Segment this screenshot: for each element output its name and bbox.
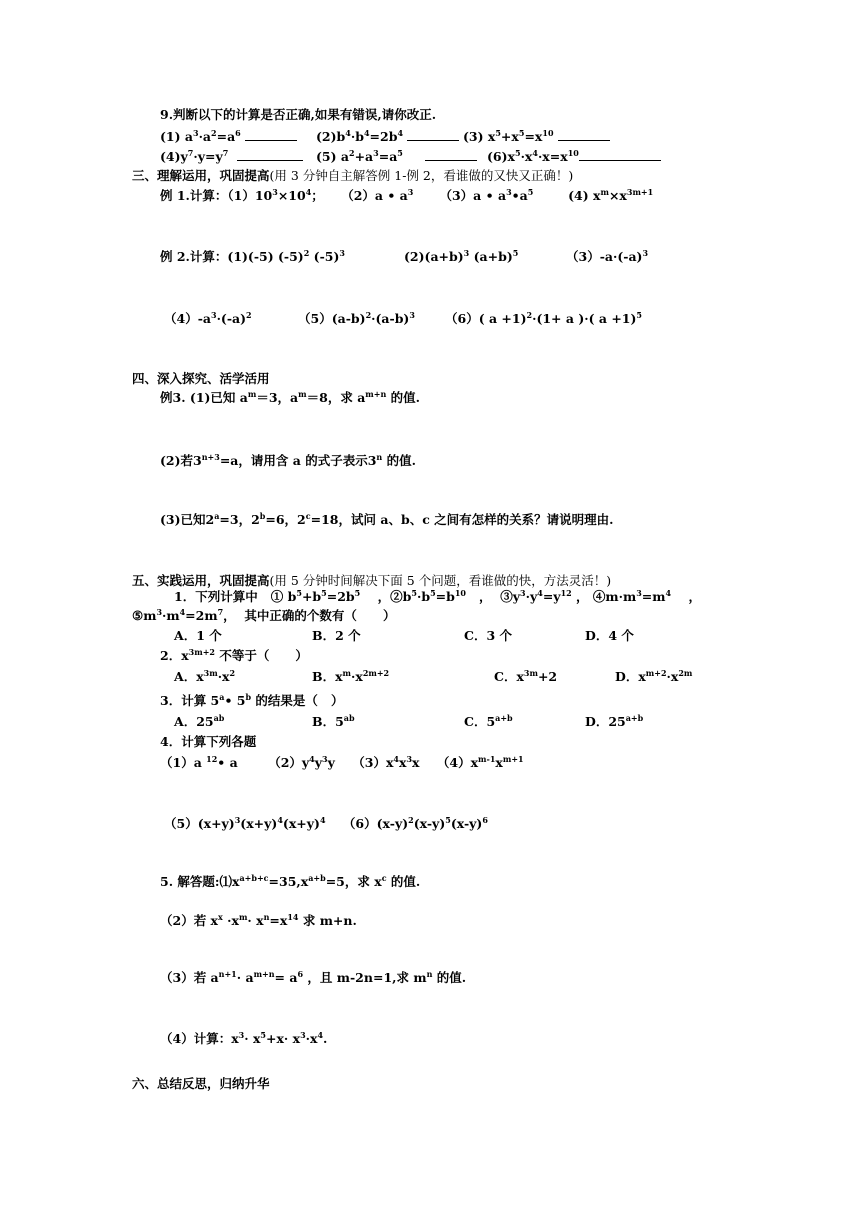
example-1: 例 1.计算：$(1)10^3\times 10^4$； （2）a • $a^3$ （3）a • $a^3•a^5$ (4) $x^m\times x^{3m+1}$ (160, 187, 654, 203)
answer-blank[interactable] (245, 128, 297, 141)
example-3-part-1: 例3. (1)已知 $a^m=3$，$a^m=8$，求 $a^{m+n}$ 的值. (160, 389, 420, 405)
example-2-item-4: $(4)-a^3\cdot(-a)^2$ (164, 310, 252, 326)
section-3-heading: 三、理解运用，巩固提高(用 3 分钟自主解答例 1-例 2，看谁做的又快又正确！) (132, 168, 574, 183)
example-2-item-5: $(5)(a-b)^2\cdot(a-b)^3$ (298, 310, 415, 326)
q5-1-option-d[interactable]: D．4 个 (585, 628, 634, 643)
section-4-heading: 四、深入探究、活学活用 (132, 371, 270, 386)
q5-4-row-2: $(5)(x+y)^3(x+y)^4(x+y)^4$ $(6)(x-y)^2(x-y)^5(x-y)^6$ (164, 815, 488, 831)
section-5-heading: 五、实践运用，巩固提高(用 5 分钟时间解决下面 5 个问题，看谁做的快，方法灵活！) (132, 573, 612, 588)
answer-blank[interactable] (558, 128, 610, 141)
q5-1-line-a: 1．下列计算中 ① $b^5+b^5=2b^5$ ，$②b^5\cdot b^5=b^{10}$ ， $③y^3\cdot y^4=y^{12}$ ， $④m\cdot m^3=m^4$ ， (174, 588, 701, 604)
q5-5-part-4: （4）计算：$x^3\cdot x^5+x\cdot x^3\cdot x^4$. (160, 1030, 328, 1046)
q5-3: 3．计算 5$^a$• 5$^b$ 的结果是（ ） (160, 692, 344, 708)
q5-1-option-a[interactable]: A．1 个 (174, 628, 222, 643)
q5-3-option-c[interactable]: C．$5^{a+b}$ (464, 713, 513, 729)
example-2-item-2: $(2)(a+b)^3$ $(a+b)^5$ (404, 248, 519, 264)
answer-blank[interactable] (237, 148, 303, 161)
q5-2-option-c[interactable]: C．$x^{3m}+2$ (494, 668, 558, 684)
answer-blank[interactable] (579, 148, 661, 161)
q9-item-3: (3) $x^5+x^5=x^{10}$ (463, 128, 610, 145)
q9-item-1: (1) $a^3\cdot a^2=a^6$ (160, 128, 297, 145)
example-2-item-3: $(3)-a\cdot(-a)^3$ (566, 248, 649, 264)
q9-item-6: $(6)x^5\cdot x^4\cdot x=x^{10}$ (487, 148, 661, 165)
section-6-heading: 六、总结反思，归纳升华 (132, 1076, 270, 1091)
q5-4-row-1: （1）a $^{12}$• a $(2)y^4y^3y$ $(3)x^4x^3x$ $(4)x^{m-1}x^{m+1}$ (160, 754, 524, 770)
q5-1-line-b: $⑤m^3\cdot m^4=2m^7$， 其中正确的个数有（ ） (132, 607, 396, 623)
q5-3-option-b[interactable]: B．$5^{ab}$ (312, 713, 355, 729)
answer-blank[interactable] (407, 128, 459, 141)
q9-item-4: $(4)y^7\cdot y=y^7$ (160, 148, 303, 165)
q5-4-title: 4．计算下列各题 (160, 734, 257, 749)
example-2-item-6: （6）( a +1)$^2$·(1+ a )·( a +1)$^5$ (445, 310, 642, 326)
q9-title: 9.判断以下的计算是否正确,如果有错误,请你改正. (160, 107, 437, 122)
q5-3-option-d[interactable]: D．$25^{a+b}$ (585, 713, 644, 729)
example-2-item-1: 例 2.计算：(1)(-5) $(-5)^2$ $(-5)^3$ (160, 248, 345, 264)
q5-2: 2．$x^{3m+2}$ 不等于（ ） (160, 647, 308, 663)
q5-1-option-c[interactable]: C．3 个 (464, 628, 512, 643)
q5-2-option-b[interactable]: B．$x^m\cdot x^{2m+2}$ (312, 668, 390, 684)
q5-5-part-3: （3）若 $a^{n+1}\cdot a^{m+n}= a^6$ ，且 m-2n=1,求 $m^n$ 的值. (160, 969, 467, 985)
q5-5-part-1: 5. 解答题$:⑴x^{a+b+c}=35,x^{a+b}=5$，求 $x^c$ 的值. (160, 873, 421, 889)
q5-2-option-a[interactable]: A．$x^{3m}\cdot x^2$ (174, 668, 236, 684)
answer-blank[interactable] (425, 148, 477, 161)
q9-item-2: $(2)b^4\cdot b^4=2b^4$ (316, 128, 459, 145)
example-3-part-3: (3)已知$2^a=3$，$2^b=6$，$2^c=18$，试问 a、b、c 之间有怎样的关系？请说明理由. (160, 511, 614, 527)
example-3-part-2: (2)若$3^{n+3}=a$，请用含 a 的式子表示3$^n$ 的值. (160, 452, 416, 468)
q5-5-part-2: （2）若 $x^x \cdot x^m\cdot x^n=x^{14}$ 求 m+n. (160, 912, 357, 928)
q9-item-5: (5) $a^2+a^3=a^5$ (316, 148, 477, 165)
q5-2-option-d[interactable]: D．$x^{m+2}\cdot x^{2m}$ (615, 668, 693, 684)
q5-3-option-a[interactable]: A．$25^{ab}$ (174, 713, 225, 729)
q5-1-option-b[interactable]: B．2 个 (312, 628, 361, 643)
